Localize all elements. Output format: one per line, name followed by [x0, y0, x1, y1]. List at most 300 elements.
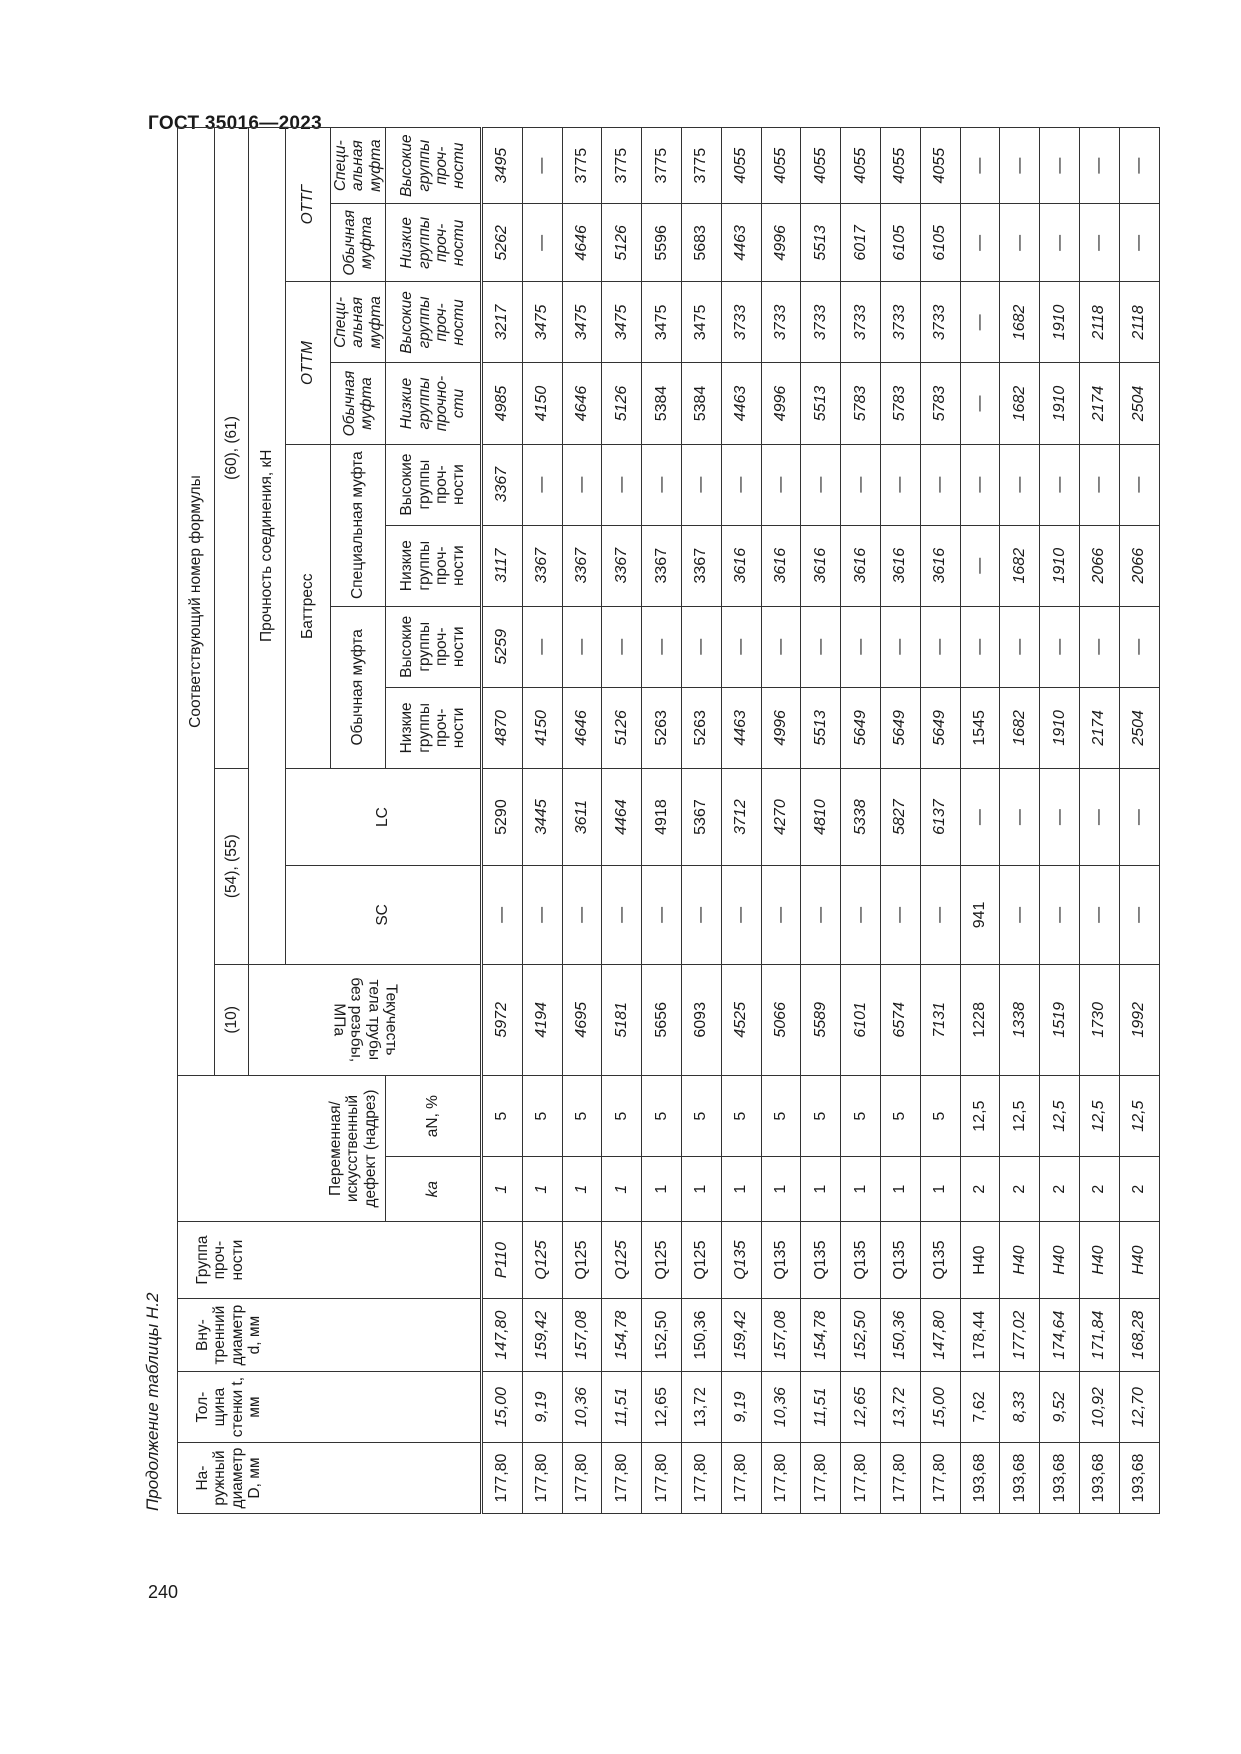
table-cell: — — [1119, 444, 1159, 525]
table-cell: 3733 — [920, 282, 960, 363]
table-cell: — — [841, 606, 881, 687]
table-row — [880, 128, 920, 1514]
table-cell: — — [1040, 204, 1080, 282]
header-ottg-regular: Обычная муфта — [331, 204, 386, 282]
table-cell: 12,5 — [960, 1076, 1000, 1157]
table-cell: — — [801, 606, 841, 687]
table-row — [841, 128, 881, 1514]
table-cell: 1682 — [1000, 687, 1040, 768]
table-cell: 177,80 — [841, 1443, 881, 1514]
header-ottg-special: Специ-альная муфта — [331, 128, 386, 204]
table-cell: — — [761, 606, 801, 687]
table-cell: 3616 — [880, 525, 920, 606]
table-cell: 1545 — [960, 687, 1000, 768]
table-cell: 13,72 — [880, 1372, 920, 1443]
table-cell: 2174 — [1079, 687, 1119, 768]
table-cell: 177,80 — [721, 1443, 761, 1514]
table-cell: 6017 — [841, 204, 881, 282]
table-cell: 5263 — [642, 687, 682, 768]
table-cell: 177,80 — [642, 1443, 682, 1514]
table-cell: 3775 — [562, 128, 602, 204]
table-cell: 5 — [761, 1076, 801, 1157]
header-ottm: ОТТМ — [286, 282, 331, 444]
table-cell: 2504 — [1119, 687, 1159, 768]
header-body-yield-text: Текучесть тела трубы без резьбы, МПа — [330, 977, 400, 1063]
table-cell: 159,42 — [721, 1299, 761, 1372]
table-cell: 3475 — [602, 282, 642, 363]
table-cell: 3733 — [721, 282, 761, 363]
table-cell: 3367 — [681, 525, 721, 606]
table-cell: 5596 — [642, 204, 682, 282]
table-cell: Q135 — [920, 1222, 960, 1299]
table-cell: 4055 — [920, 128, 960, 204]
table-cell: 10,36 — [562, 1372, 602, 1443]
table-cell: Q135 — [721, 1222, 761, 1299]
table-cell: — — [920, 444, 960, 525]
table-cell: 2 — [1040, 1157, 1080, 1222]
table-cell: 4150 — [522, 687, 562, 768]
table-cell: 6105 — [920, 204, 960, 282]
table-cell: 1228 — [960, 964, 1000, 1076]
table-cell: — — [1079, 204, 1119, 282]
table-cell: 177,80 — [681, 1443, 721, 1514]
header-special-coupling: Специальная муфта — [331, 444, 386, 606]
table-cell: — — [920, 866, 960, 964]
header-high-groups: Высокие группы проч-ности — [386, 128, 482, 204]
table-cell: 6137 — [920, 768, 960, 865]
table-cell: 1 — [562, 1157, 602, 1222]
table-cell: — — [482, 866, 523, 964]
table-cell: 5263 — [681, 687, 721, 768]
table-cell: 2118 — [1079, 282, 1119, 363]
table-cell: 171,84 — [1079, 1299, 1119, 1372]
header-low-groups: Низкие группы проч-ности — [386, 204, 482, 282]
table-cell: 4150 — [522, 363, 562, 444]
table-cell: 1 — [522, 1157, 562, 1222]
table-cell: Q125 — [681, 1222, 721, 1299]
table-cell: 10,92 — [1079, 1372, 1119, 1443]
header-high-groups: Высокие группы проч-ности — [386, 444, 482, 525]
table-cell: — — [681, 444, 721, 525]
table-cell: 5126 — [602, 204, 642, 282]
table-cell: — — [721, 866, 761, 964]
table-cell: P110 — [482, 1222, 523, 1299]
table-cell: — — [1000, 128, 1040, 204]
table-cell: — — [562, 444, 602, 525]
table-cell: Q125 — [602, 1222, 642, 1299]
table-cell: 4055 — [801, 128, 841, 204]
table-cell: — — [841, 444, 881, 525]
table-cell: — — [920, 606, 960, 687]
table-cell: — — [960, 204, 1000, 282]
table-cell: — — [1119, 606, 1159, 687]
table-cell: 5649 — [841, 687, 881, 768]
table-cell: 1992 — [1119, 964, 1159, 1076]
table-cell: 11,51 — [602, 1372, 642, 1443]
table-caption: Продолжение таблицы Н.2 — [143, 1292, 162, 1511]
table-cell: 4695 — [562, 964, 602, 1076]
table-cell: — — [880, 444, 920, 525]
table-cell: 177,02 — [1000, 1299, 1040, 1372]
table-cell: 157,08 — [562, 1299, 602, 1372]
table-cell: 3495 — [482, 128, 523, 204]
table-cell: — — [880, 866, 920, 964]
table-cell: 3733 — [880, 282, 920, 363]
table-cell: — — [642, 866, 682, 964]
table-cell: — — [721, 606, 761, 687]
header-regular-coupling: Обычная муфта — [331, 606, 386, 768]
table-cell: 177,80 — [602, 1443, 642, 1514]
table-cell: 3117 — [482, 525, 523, 606]
table-cell: 5649 — [920, 687, 960, 768]
header-lc: LC — [286, 768, 482, 865]
table-cell: — — [801, 444, 841, 525]
table-row — [681, 128, 721, 1514]
table-cell: 2 — [1000, 1157, 1040, 1222]
table-cell: — — [1040, 768, 1080, 865]
table-cell: — — [522, 444, 562, 525]
header-formula-60-61: (60), (61) — [215, 128, 249, 769]
table-cell: — — [1079, 866, 1119, 964]
table-cell: — — [960, 606, 1000, 687]
table-cell: Q135 — [841, 1222, 881, 1299]
table-cell: 6101 — [841, 964, 881, 1076]
table-cell: 11,51 — [801, 1372, 841, 1443]
table-cell: 157,08 — [761, 1299, 801, 1372]
table-cell: 3445 — [522, 768, 562, 865]
table-cell: 4646 — [562, 687, 602, 768]
table-cell: 193,68 — [1040, 1443, 1080, 1514]
table-cell: 1 — [841, 1157, 881, 1222]
table-cell: 177,80 — [522, 1443, 562, 1514]
table-cell: 154,78 — [801, 1299, 841, 1372]
table-cell: — — [761, 866, 801, 964]
table-cell: 1910 — [1040, 282, 1080, 363]
table-cell: 3775 — [681, 128, 721, 204]
table-cell: Q125 — [522, 1222, 562, 1299]
table-cell: 3367 — [482, 444, 523, 525]
table-cell: 193,68 — [1079, 1443, 1119, 1514]
table-cell: 4463 — [721, 687, 761, 768]
table-row — [960, 128, 1000, 1514]
header-low-groups: Низкие группы прочно-сти — [386, 363, 482, 444]
table-cell: 3733 — [801, 282, 841, 363]
table-cell: 1 — [642, 1157, 682, 1222]
table-cell: 5 — [681, 1076, 721, 1157]
table-row — [522, 128, 562, 1514]
document-title: ГОСТ 35016—2023 — [148, 113, 323, 134]
table-cell: — — [761, 444, 801, 525]
table-cell: 2 — [1119, 1157, 1159, 1222]
table-cell: 174,64 — [1040, 1299, 1080, 1372]
table-cell: 5649 — [880, 687, 920, 768]
table-cell: 4055 — [880, 128, 920, 204]
table-cell: — — [681, 866, 721, 964]
table-cell: 4055 — [841, 128, 881, 204]
table-cell: 3475 — [642, 282, 682, 363]
table-cell: 1 — [801, 1157, 841, 1222]
table-cell: 5656 — [642, 964, 682, 1076]
table-cell: H40 — [1040, 1222, 1080, 1299]
table-cell: — — [960, 444, 1000, 525]
table-cell: 4525 — [721, 964, 761, 1076]
table-cell: 2 — [1079, 1157, 1119, 1222]
table-cell: 4055 — [721, 128, 761, 204]
table-cell: 5 — [880, 1076, 920, 1157]
table-cell: 1 — [602, 1157, 642, 1222]
table-row — [482, 128, 523, 1514]
table-cell: 1910 — [1040, 525, 1080, 606]
table-cell: — — [1079, 606, 1119, 687]
header-low-groups: Низкие группы проч-ности — [386, 525, 482, 606]
table-cell: — — [960, 128, 1000, 204]
header-defect: Переменная/ искусственный дефект (надрез) — [178, 1076, 386, 1222]
header-high-groups: Высокие группы проч-ности — [386, 606, 482, 687]
table-cell: 8,33 — [1000, 1372, 1040, 1443]
table-cell: 4463 — [721, 363, 761, 444]
header-high-groups: Высокие группы проч-ности — [386, 282, 482, 363]
table-cell: H40 — [1119, 1222, 1159, 1299]
header-formula-54-55: (54), (55) — [215, 768, 249, 964]
table-cell: 12,70 — [1119, 1372, 1159, 1443]
table-cell: — — [522, 128, 562, 204]
table-cell: 3733 — [761, 282, 801, 363]
table-cell: 3367 — [522, 525, 562, 606]
table-row — [721, 128, 761, 1514]
table-cell: 193,68 — [1119, 1443, 1159, 1514]
table-cell: 1730 — [1079, 964, 1119, 1076]
table-cell: 4646 — [562, 363, 602, 444]
table-cell: — — [562, 606, 602, 687]
table-cell: 4918 — [642, 768, 682, 865]
table-cell: 5783 — [841, 363, 881, 444]
table-cell: 1 — [880, 1157, 920, 1222]
table-cell: 4870 — [482, 687, 523, 768]
table-cell: 177,80 — [482, 1443, 523, 1514]
table-cell: 5181 — [602, 964, 642, 1076]
table-cell: 12,65 — [642, 1372, 682, 1443]
table-cell: 152,50 — [642, 1299, 682, 1372]
table-cell: 3775 — [642, 128, 682, 204]
data-table — [177, 127, 1160, 1514]
table-cell: 3616 — [721, 525, 761, 606]
table-row — [761, 128, 801, 1514]
table-cell: — — [960, 525, 1000, 606]
table-cell: 5513 — [801, 363, 841, 444]
table-cell: — — [1079, 768, 1119, 865]
table-row — [642, 128, 682, 1514]
table-cell: 5290 — [482, 768, 523, 865]
table-cell: — — [1000, 768, 1040, 865]
table-cell: 5259 — [482, 606, 523, 687]
header-sc: SC — [286, 866, 482, 964]
table-cell: — — [960, 282, 1000, 363]
table-cell: 5783 — [920, 363, 960, 444]
table-cell: H40 — [1000, 1222, 1040, 1299]
table-cell: 2504 — [1119, 363, 1159, 444]
table-cell: 3611 — [562, 768, 602, 865]
table-cell: 3712 — [721, 768, 761, 865]
table-cell: 15,00 — [482, 1372, 523, 1443]
table-cell: 147,80 — [482, 1299, 523, 1372]
table-cell: — — [522, 866, 562, 964]
table-cell: — — [960, 363, 1000, 444]
table-cell: 5683 — [681, 204, 721, 282]
table-cell: 3475 — [681, 282, 721, 363]
table-cell: 4646 — [562, 204, 602, 282]
table-cell: 7,62 — [960, 1372, 1000, 1443]
table-cell: — — [1040, 866, 1080, 964]
table-cell: 5 — [841, 1076, 881, 1157]
table-row — [1000, 128, 1040, 1514]
table-row — [602, 128, 642, 1514]
table-cell: 177,80 — [880, 1443, 920, 1514]
table-row — [920, 128, 960, 1514]
table-cell: 147,80 — [920, 1299, 960, 1372]
table-cell: 150,36 — [681, 1299, 721, 1372]
header-inner-diameter: Вну-тренний диаметр d, мм — [178, 1299, 482, 1372]
table-cell: 6093 — [681, 964, 721, 1076]
table-row — [1079, 128, 1119, 1514]
table-cell: Q125 — [562, 1222, 602, 1299]
table-cell: — — [642, 444, 682, 525]
table-cell: 3475 — [522, 282, 562, 363]
table-cell: 15,00 — [920, 1372, 960, 1443]
table-cell: 5384 — [642, 363, 682, 444]
table-cell: 5 — [602, 1076, 642, 1157]
table-cell: 4996 — [761, 363, 801, 444]
table-cell: 6105 — [880, 204, 920, 282]
table-row — [562, 128, 602, 1514]
table-cell: 9,19 — [721, 1372, 761, 1443]
table-cell: 1682 — [1000, 363, 1040, 444]
table-cell: Q125 — [642, 1222, 682, 1299]
table-cell: 1338 — [1000, 964, 1040, 1076]
table-cell: 5338 — [841, 768, 881, 865]
header-formula-10: (10) — [215, 964, 249, 1076]
table-cell: 159,42 — [522, 1299, 562, 1372]
header-joint-strength: Прочность соединения, кН — [249, 128, 286, 965]
table-cell: — — [1000, 204, 1040, 282]
header-ottg: ОТТГ — [286, 128, 331, 282]
table-cell: 152,50 — [841, 1299, 881, 1372]
table-cell: 9,19 — [522, 1372, 562, 1443]
table-cell: 177,80 — [801, 1443, 841, 1514]
table-cell: 177,80 — [562, 1443, 602, 1514]
table-cell: 1519 — [1040, 964, 1080, 1076]
header-wall-thickness: Тол-щина стенки t, мм — [178, 1372, 482, 1443]
table-cell: — — [562, 866, 602, 964]
table-cell: — — [801, 866, 841, 964]
table-cell: 12,5 — [1000, 1076, 1040, 1157]
table-cell: 5384 — [681, 363, 721, 444]
table-cell: 1910 — [1040, 687, 1080, 768]
table-cell: 13,72 — [681, 1372, 721, 1443]
table-cell: 193,68 — [960, 1443, 1000, 1514]
table-cell: 1 — [920, 1157, 960, 1222]
table-cell: — — [1040, 128, 1080, 204]
table-cell: — — [1079, 444, 1119, 525]
table-cell: 5 — [522, 1076, 562, 1157]
table-cell: 5126 — [602, 687, 642, 768]
table-cell: 150,36 — [880, 1299, 920, 1372]
table-cell: — — [1119, 204, 1159, 282]
table-cell: 4810 — [801, 768, 841, 865]
table-cell: 177,80 — [920, 1443, 960, 1514]
table-cell: 5126 — [602, 363, 642, 444]
table-cell: 4270 — [761, 768, 801, 865]
table-cell: 178,44 — [960, 1299, 1000, 1372]
table-cell: H40 — [1079, 1222, 1119, 1299]
table-cell: 1 — [482, 1157, 523, 1222]
table-cell: 2118 — [1119, 282, 1159, 363]
table-cell: 6574 — [880, 964, 920, 1076]
table-cell: 1 — [681, 1157, 721, 1222]
table-cell: 177,80 — [761, 1443, 801, 1514]
table-cell: 3475 — [562, 282, 602, 363]
table-cell: 5 — [801, 1076, 841, 1157]
table-cell: 12,65 — [841, 1372, 881, 1443]
table-row — [1040, 128, 1080, 1514]
table-cell: 5 — [721, 1076, 761, 1157]
table-cell: 168,28 — [1119, 1299, 1159, 1372]
table-cell: 5 — [920, 1076, 960, 1157]
table-cell: — — [1119, 768, 1159, 865]
header-ottm-special: Специ-альная муфта — [331, 282, 386, 363]
table-cell: 2174 — [1079, 363, 1119, 444]
table-cell: 4985 — [482, 363, 523, 444]
table-cell: 12,5 — [1079, 1076, 1119, 1157]
page-number: 240 — [148, 1582, 179, 1602]
table-cell: — — [1119, 128, 1159, 204]
table-cell: 5 — [562, 1076, 602, 1157]
header-outer-diameter: На-ружный диаметр D, мм — [178, 1443, 482, 1514]
table-cell: — — [681, 606, 721, 687]
table-cell: 5783 — [880, 363, 920, 444]
table-cell: — — [1000, 606, 1040, 687]
table-cell: 3616 — [801, 525, 841, 606]
table-cell: 5066 — [761, 964, 801, 1076]
table-cell: 9,52 — [1040, 1372, 1080, 1443]
table-cell: 5513 — [801, 687, 841, 768]
header-an: aN, % — [386, 1076, 482, 1157]
table-cell: 4463 — [721, 204, 761, 282]
table-cell: H40 — [960, 1222, 1000, 1299]
table-cell: — — [721, 444, 761, 525]
table-cell: 5 — [642, 1076, 682, 1157]
table-cell: — — [1119, 866, 1159, 964]
table-cell: — — [602, 866, 642, 964]
table-cell: — — [880, 606, 920, 687]
table-cell: 3367 — [562, 525, 602, 606]
table-cell: 3367 — [642, 525, 682, 606]
table-row — [1119, 128, 1159, 1514]
table-cell: 4055 — [761, 128, 801, 204]
table-cell: — — [1040, 444, 1080, 525]
table-cell: 1910 — [1040, 363, 1080, 444]
table-cell: 5972 — [482, 964, 523, 1076]
header-buttress: Баттресс — [286, 444, 331, 768]
table-cell: 3775 — [602, 128, 642, 204]
table-cell: 941 — [960, 866, 1000, 964]
header-ka: ka — [386, 1157, 482, 1222]
table-cell: — — [1000, 444, 1040, 525]
table-cell: 3616 — [920, 525, 960, 606]
table-cell: — — [602, 606, 642, 687]
table-cell: — — [1000, 866, 1040, 964]
table-cell: 1 — [721, 1157, 761, 1222]
table-cell: 5513 — [801, 204, 841, 282]
